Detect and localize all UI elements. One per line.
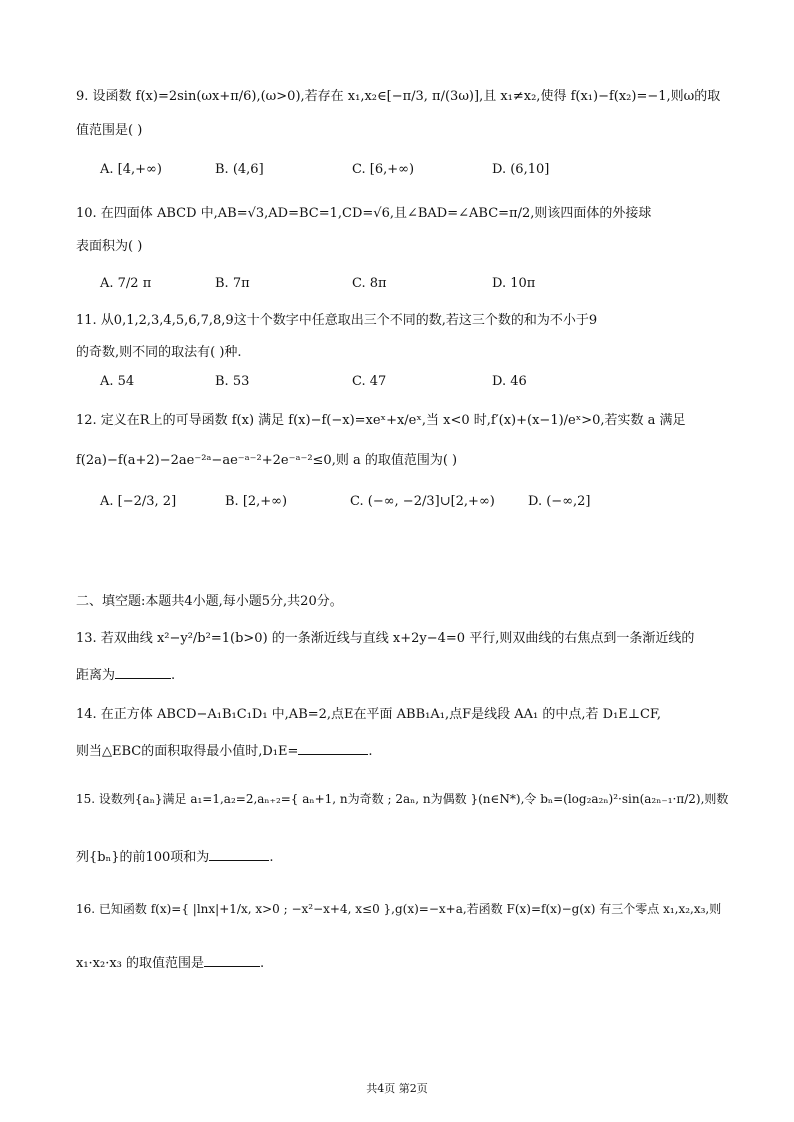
q13-answer-blank[interactable] (115, 666, 171, 679)
q11-option-c: C. 47 (352, 374, 387, 389)
q12-option-b: B. [2,+∞) (225, 494, 288, 509)
q14-line2-text: 则当△EBC的面积取得最小值时,D₁E= (76, 744, 299, 759)
q15-answer-blank[interactable] (209, 848, 269, 861)
q10-option-a: A. 7/2 π (100, 276, 152, 291)
q12-line2: f(2a)−f(a+2)−2ae⁻²ᵃ−ae⁻ᵃ⁻²+2e⁻ᵃ⁻²≤0,则 a 的取值范围为( ) (76, 453, 458, 468)
q10-option-c: C. 8π (352, 276, 387, 291)
q16-line1: 16. 已知函数 f(x)={ |lnx|+1/x, x>0 ; −x²−x+4, x≤0 },g(x)=−x+a,若函数 F(x)=f(x)−g(x) 有三个零点 x₁,x₂,x₃,则 (76, 902, 722, 916)
q10-line2: 表面积为( ) (76, 239, 143, 254)
q12-option-d: D. (−∞,2] (528, 494, 591, 509)
q10-option-b: B. 7π (215, 276, 250, 291)
q9-line2: 值范围是( ) (76, 123, 143, 138)
q13-line1: 13. 若双曲线 x²−y²/b²=1(b>0) 的一条渐近线与直线 x+2y−4=0 平行,则双曲线的右焦点到一条渐近线的 (76, 631, 695, 646)
q15-line2-text: 列{bₙ}的前100项和为 (76, 850, 210, 865)
q15-line2: 列{bₙ}的前100项和为 . (76, 850, 274, 865)
page-footer: 共4页 第2页 (366, 1082, 428, 1095)
q13-line2-text: 距离为 (76, 668, 116, 683)
q12-option-a: A. [−2/3, 2] (100, 494, 177, 509)
q10-line1: 10. 在四面体 ABCD 中,AB=√3,AD=BC=1,CD=√6,且∠BAD=∠ABC=π/2,则该四面体的外接球 (76, 206, 652, 221)
q16-answer-blank[interactable] (204, 954, 260, 967)
q11-option-b: B. 53 (215, 374, 250, 389)
q9-line1: 9. 设函数 f(x)=2sin(ωx+π/6),(ω>0),若存在 x₁,x₂∈[−π/3, π/(3ω)],且 x₁≠x₂,使得 f(x₁)−f(x₂)=−1,则ω的取 (76, 89, 721, 104)
q14-line1: 14. 在正方体 ABCD−A₁B₁C₁D₁ 中,AB=2,点E在平面 ABB₁A₁,点F是线段 AA₁ 的中点,若 D₁E⊥CF, (76, 707, 662, 722)
q15-line1: 15. 设数列{aₙ}满足 a₁=1,a₂=2,aₙ₊₂={ aₙ+1, n为奇数 ; 2aₙ, n为偶数 }(n∈N*),令 bₙ=(log₂a₂ₙ)²·sin(a₂ₙ₋₁·π/2),则数 (76, 792, 729, 806)
q16-line2-text: x₁·x₂·x₃ 的取值范围是 (76, 956, 205, 971)
q13-line2: 距离为 . (76, 668, 176, 683)
q12-line1: 12. 定义在R上的可导函数 f(x) 满足 f(x)−f(−x)=xeˣ+x/eˣ,当 x<0 时,f′(x)+(x−1)/eˣ>0,若实数 a 满足 (76, 413, 686, 428)
q16-line2: x₁·x₂·x₃ 的取值范围是 . (76, 956, 265, 971)
q12-option-c: C. (−∞, −2/3]∪[2,+∞) (350, 494, 495, 509)
q9-option-c: C. [6,+∞) (352, 162, 415, 177)
q11-line2: 的奇数,则不同的取法有( )种. (76, 345, 242, 360)
section-heading-fill-blank: 二、填空题:本题共4小题,每小题5分,共20分。 (76, 594, 343, 609)
q11-line1: 11. 从0,1,2,3,4,5,6,7,8,9这十个数字中任意取出三个不同的数,若这三个数的和为不小于9 (76, 313, 598, 328)
q14-line2: 则当△EBC的面积取得最小值时,D₁E= . (76, 744, 373, 759)
q10-option-d: D. 10π (492, 276, 536, 291)
q14-answer-blank[interactable] (298, 742, 368, 755)
q11-option-a: A. 54 (100, 374, 135, 389)
q9-option-a: A. [4,+∞) (100, 162, 162, 177)
q9-option-d: D. (6,10] (492, 162, 550, 177)
q9-option-b: B. (4,6] (215, 162, 264, 177)
q11-option-d: D. 46 (492, 374, 527, 389)
